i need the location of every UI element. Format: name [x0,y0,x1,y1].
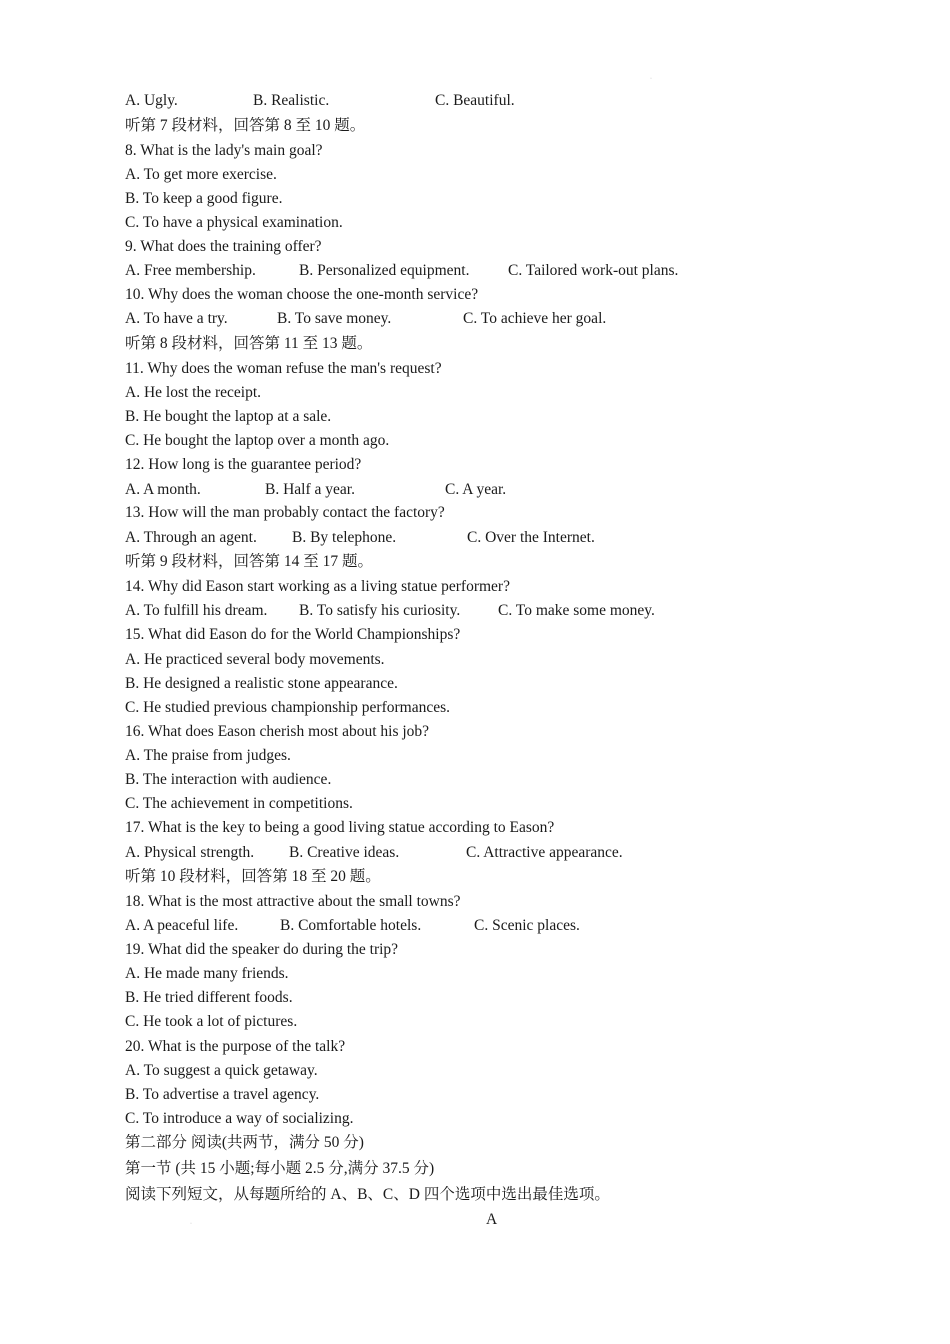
question-10: 10. Why does the woman choose the one-month service? [125,286,479,303]
section-instruction: 听第 10 段材料，回答第 18 至 20 题。 [125,868,381,885]
option-a: A. A month. [125,481,201,498]
option-c: C. Tailored work-out plans. [508,262,679,279]
option-b: B. Comfortable hotels. [280,917,422,934]
option-a: A. To fulfill his dream. [125,602,268,619]
option-a: A. Physical strength. [125,844,255,861]
section-instruction: 听第 8 段材料，回答第 11 至 13 题。 [125,335,373,352]
q16-option-b: B. The interaction with audience. [125,771,332,788]
question-12: 12. How long is the guarantee period? [125,456,362,473]
option-a: A. A peaceful life. [125,917,239,934]
speck-mark: · [190,1221,192,1227]
speck-mark: · [650,76,652,82]
q15-option-a: A. He practiced several body movements. [125,651,385,668]
option-c: C. Attractive appearance. [466,844,623,861]
option-c: C. Scenic places. [474,917,580,934]
q16-option-c: C. The achievement in competitions. [125,795,353,812]
q19-option-a: A. He made many friends. [125,965,289,982]
section-instruction: 听第 9 段材料，回答第 14 至 17 题。 [125,553,374,570]
q11-option-a: A. He lost the receipt. [125,384,262,401]
q8-option-b: B. To keep a good figure. [125,190,283,207]
question-19: 19. What did the speaker do during the trip? [125,941,399,958]
question-18: 18. What is the most attractive about the small towns? [125,893,461,910]
q8-option-a: A. To get more exercise. [125,166,277,183]
reading-instruction: 阅读下列短文，从每题所给的 A、B、C、D 四个选项中选出最佳选项。 [125,1186,610,1203]
q16-option-a: A. The praise from judges. [125,747,291,764]
option-b: B. Realistic. [253,92,330,109]
q19-option-b: B. He tried different foods. [125,989,293,1006]
option-c: C. Beautiful. [435,92,515,109]
q15-option-b: B. He designed a realistic stone appearance. [125,675,398,692]
question-8: 8. What is the lady's main goal? [125,142,323,159]
q11-option-c: C. He bought the laptop over a month ago. [125,432,390,449]
q20-option-c: C. To introduce a way of socializing. [125,1110,354,1127]
question-15: 15. What did Eason do for the World Championships? [125,626,461,643]
section-one-heading: 第一节 (共 15 小题;每小题 2.5 分,满分 37.5 分) [125,1160,435,1177]
option-a: A. Through an agent. [125,529,257,546]
q20-option-b: B. To advertise a travel agency. [125,1086,320,1103]
option-c: C. Over the Internet. [467,529,595,546]
q11-option-b: B. He bought the laptop at a sale. [125,408,332,425]
question-9: 9. What does the training offer? [125,238,322,255]
option-b: B. By telephone. [292,529,397,546]
option-b: B. Half a year. [265,481,355,498]
option-c: C. A year. [445,481,507,498]
question-16: 16. What does Eason cherish most about his job? [125,723,430,740]
q19-option-c: C. He took a lot of pictures. [125,1013,298,1030]
q8-option-c: C. To have a physical examination. [125,214,343,231]
question-13: 13. How will the man probably contact the factory? [125,504,445,521]
passage-label: A [486,1211,498,1228]
question-14: 14. Why did Eason start working as a living statue performer? [125,578,510,595]
option-b: B. To save money. [277,310,392,327]
option-a: A. Free membership. [125,262,256,279]
question-20: 20. What is the purpose of the talk? [125,1038,346,1055]
question-17: 17. What is the key to being a good living statue according to Eason? [125,819,555,836]
option-b: B. Creative ideas. [289,844,400,861]
option-b: B. To satisfy his curiosity. [299,602,461,619]
option-a: A. To have a try. [125,310,228,327]
option-c: C. To achieve her goal. [463,310,607,327]
option-b: B. Personalized equipment. [299,262,470,279]
question-11: 11. Why does the woman refuse the man's request? [125,360,442,377]
q20-option-a: A. To suggest a quick getaway. [125,1062,318,1079]
q15-option-c: C. He studied previous championship performances. [125,699,450,716]
section-instruction: 听第 7 段材料，回答第 8 至 10 题。 [125,117,366,134]
option-c: C. To make some money. [498,602,655,619]
option-a: A. Ugly. [125,92,178,109]
part-two-heading: 第二部分 阅读(共两节，满分 50 分) [125,1134,364,1151]
